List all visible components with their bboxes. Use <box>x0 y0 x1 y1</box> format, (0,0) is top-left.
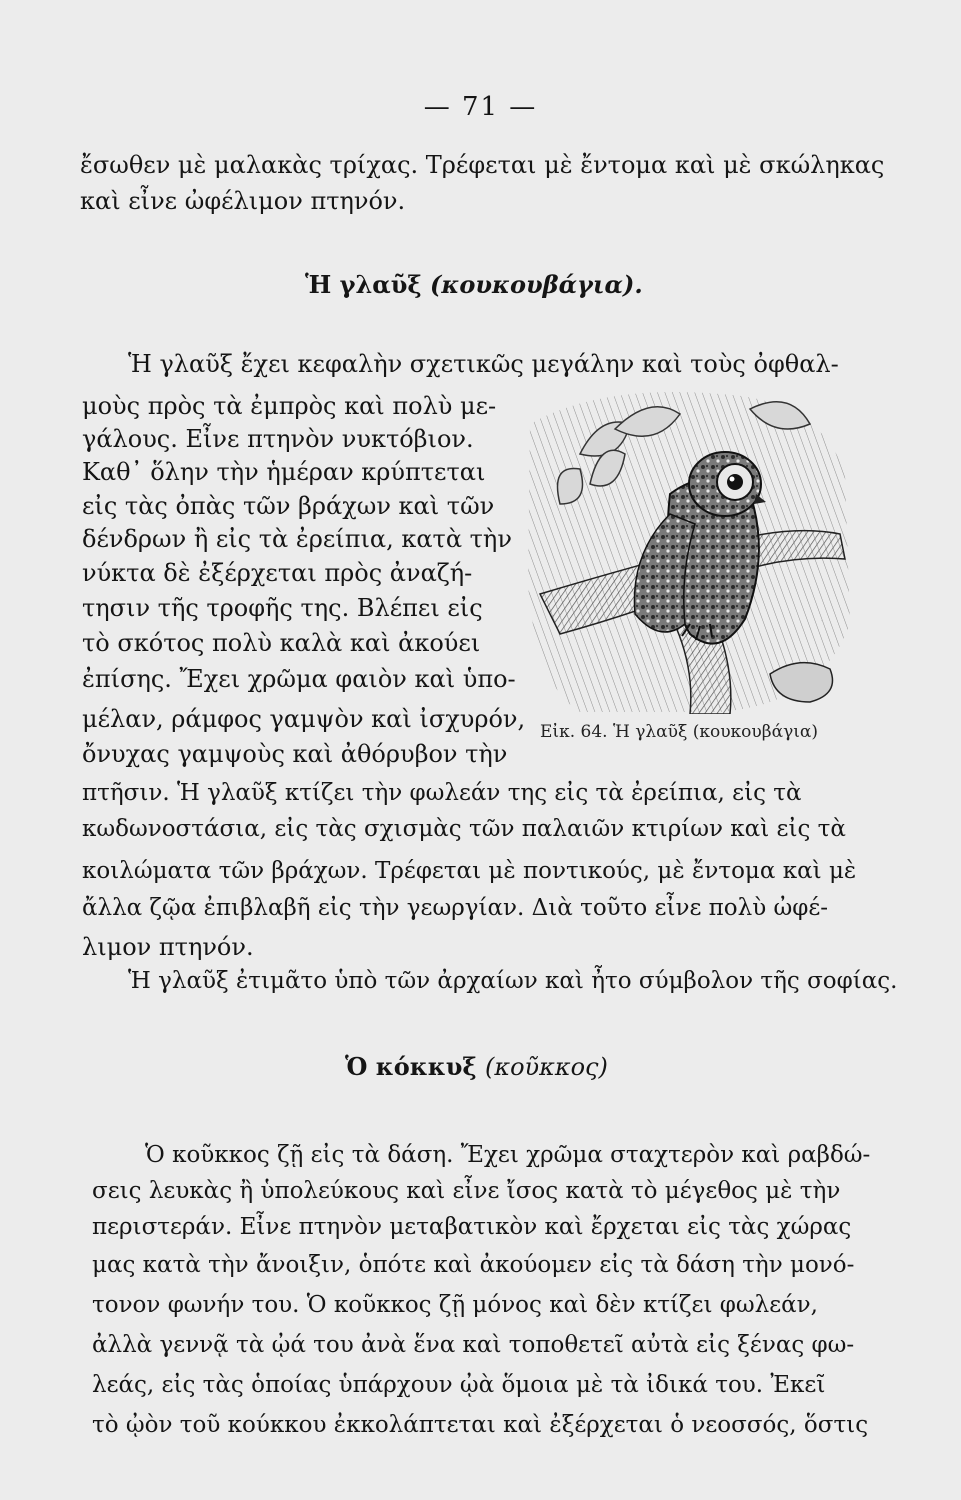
heading-main: Ἡ γλαῦξ <box>305 270 422 299</box>
text-line: δένδρων ἢ εἰς τὰ ἐρείπια, κατὰ τὴν <box>82 525 512 553</box>
text-line: λιμον πτηνόν. <box>82 933 254 961</box>
page-number: — 71 — <box>423 92 538 122</box>
figure-caption: Εἰκ. 64. Ἡ γλαῦξ (κουκουβάγια) <box>540 722 819 742</box>
text-line: Ὁ κοῦκκος ζῇ εἰς τὰ δάση. Ἔχει χρῶμα σταχτερὸν καὶ ραβδώ- <box>145 1142 871 1168</box>
text-line: κωδωνοστάσια, εἰς τὰς σχισμὰς τῶν παλαιῶν κτιρίων καὶ εἰς τὰ <box>82 816 846 842</box>
owl-illustration <box>520 384 852 714</box>
section-heading-cuckoo <box>345 1052 608 1081</box>
text-line: τησιν τῆς τροφῆς της. Βλέπει εἰς <box>82 594 483 622</box>
text-line: μας κατὰ τὴν ἄνοιξιν, ὁπότε καὶ ἀκούομεν εἰς τὰ δάση τὴν μονό- <box>92 1252 855 1278</box>
text-line: Ἡ γλαῦξ ἔχει κεφαλὴν σχετικῶς μεγάλην καὶ τοὺς ὀφθαλ- <box>128 350 839 378</box>
heading-parenthetical: (κοῦκκος) <box>484 1053 608 1081</box>
text-line: μέλαν, ράμφος γαμψὸν καὶ ἰσχυρόν, <box>82 705 526 733</box>
text-line: μοὺς πρὸς τὰ ἐμπρὸς καὶ πολὺ με- <box>82 392 497 420</box>
text-line: σεις λευκὰς ἢ ὑπολεύκους καὶ εἶνε ἴσος κατὰ τὸ μέγεθος μὲ τὴν <box>92 1178 841 1204</box>
text-line: λεάς, εἰς τὰς ὁποίας ὑπάρχουν ᾠὰ ὅμοια μὲ τὰ ἰδικά του. Ἐκεῖ <box>92 1372 826 1398</box>
text-line: κοιλώματα τῶν βράχων. Τρέφεται μὲ ποντικούς, μὲ ἔντομα καὶ μὲ <box>82 858 857 884</box>
heading-main: Ὁ κόκκυξ <box>345 1052 477 1081</box>
text-line: τὸ ᾠὸν τοῦ κούκκου ἐκκολάπτεται καὶ ἐξέρχεται ὁ νεοσσός, ὅστις <box>92 1412 869 1438</box>
text-line: ἐπίσης. Ἔχει χρῶμα φαιὸν καὶ ὑπο- <box>82 665 516 693</box>
text-line: ἀλλὰ γεννᾷ τὰ ᾠά του ἀνὰ ἕνα καὶ τοποθετεῖ αὐτὰ εἰς ξένας φω- <box>92 1332 855 1358</box>
text-line: ἔσωθεν μὲ μαλακὰς τρίχας. Τρέφεται μὲ ἔντομα καὶ μὲ σκώληκας <box>80 151 885 179</box>
text-line: τονον φωνήν του. Ὁ κοῦκκος ζῇ μόνος καὶ δὲν κτίζει φωλεάν, <box>92 1292 818 1318</box>
text-line: καὶ εἶνε ὠφέλιμον πτηνόν. <box>80 187 406 215</box>
text-line: εἰς τὰς ὀπὰς τῶν βράχων καὶ τῶν <box>82 492 495 520</box>
heading-parenthetical: (κουκουβάγια). <box>429 270 643 299</box>
text-line: γάλους. Εἶνε πτηνὸν νυκτόβιον. <box>82 425 474 453</box>
text-line: τὸ σκότος πολὺ καλὰ καὶ ἀκούει <box>82 629 481 657</box>
text-line: Ἡ γλαῦξ ἐτιμᾶτο ὑπὸ τῶν ἀρχαίων καὶ ἦτο σύμβολον τῆς σοφίας. <box>128 968 898 994</box>
text-line: νύκτα δὲ ἐξέρχεται πρὸς ἀναζή- <box>82 559 473 587</box>
text-line: Καθ᾽ ὅλην τὴν ἡμέραν κρύπτεται <box>82 458 486 486</box>
text-line: πτῆσιν. Ἡ γλαῦξ κτίζει τὴν φωλεάν της εἰς τὰ ἐρείπια, εἰς τὰ <box>82 780 802 806</box>
text-line: ἄλλα ζῷα ἐπιβλαβῆ εἰς τὴν γεωργίαν. Διὰ τοῦτο εἶνε πολὺ ὠφέ- <box>82 895 829 921</box>
section-heading-owl <box>305 270 643 299</box>
text-line: περιστεράν. Εἶνε πτηνὸν μεταβατικὸν καὶ ἔρχεται εἰς τὰς χώρας <box>92 1214 852 1240</box>
text-line: ὄνυχας γαμψοὺς καὶ ἀθόρυβον τὴν <box>82 740 508 768</box>
